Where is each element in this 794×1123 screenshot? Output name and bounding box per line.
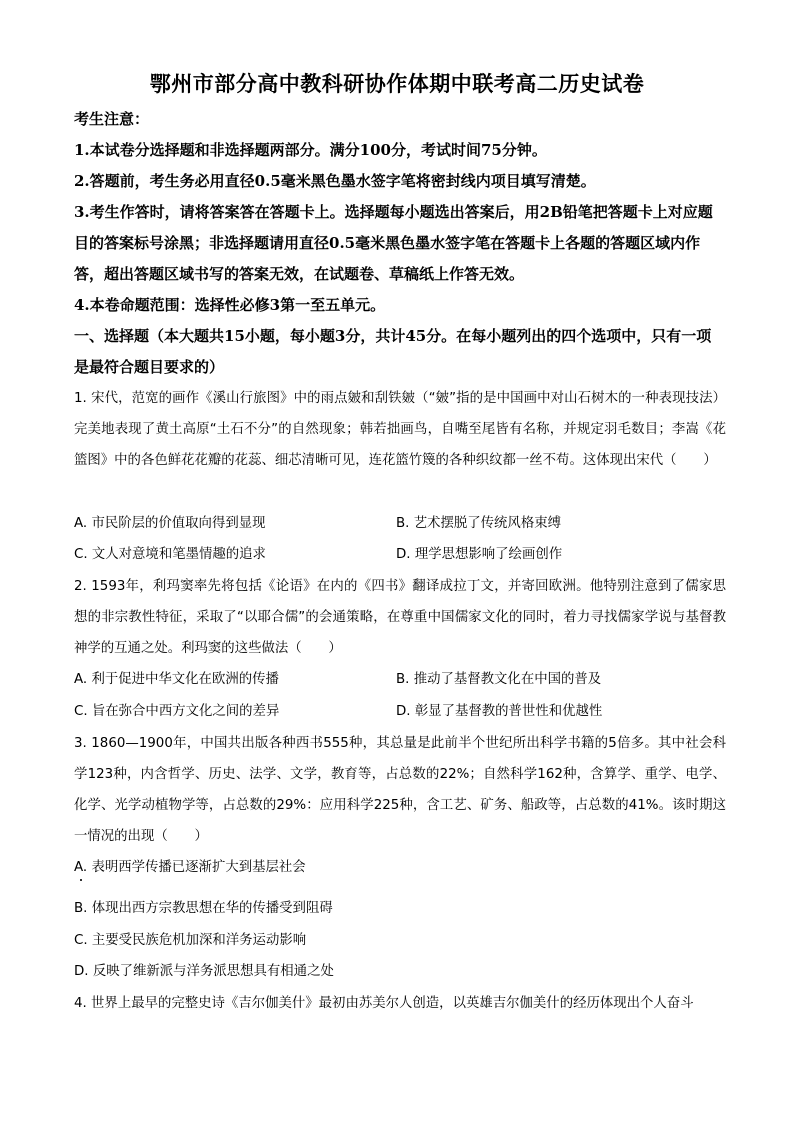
section-heading: 一、选择题（本大题共15小题，每小题3分，共计45分。在每小题列出的四个选项中，只有一项是最符合题目要求的）: [74, 327, 712, 376]
question-1-option-d: D. 理学思想影响了绘画创作: [396, 547, 563, 562]
notice-item-3: 3.考生作答时，请将答案答在答题卡上。选择题每小题选出答案后，用2B铅笔把答题卡上对应题目的答案标号涂黑；非选择题请用直径0.5毫米黑色墨水签字笔在答题卡上各题的答题区域内作答，超出答题区域书写的答案无效，在试题卷、草稿纸上作答无效。: [74, 203, 713, 283]
notice-item-2: 2.答题前，考生务必用直径0.5毫米黑色墨水签字笔将密封线内项目填写清楚。: [74, 172, 596, 190]
question-3-option-b: B. 体现出西方宗教思想在华的传播受到阻碍: [74, 901, 333, 916]
question-2-option-d: D. 彰显了基督教的普世性和优越性: [396, 704, 603, 719]
question-3-option-d: D. 反映了维新派与洋务派思想具有相通之处: [74, 964, 334, 979]
question-3-stem: 3. 1860—1900年，中国共出版各种西书555种，其总量是此前半个世纪所出科学书籍的5倍多。其中社会科学123种，内含哲学、历史、法学、文学，教育等，占总数的22%；自然科学162种，含算学、重学、电学、化学、光学动植物学等，占总数的29%：应用科学225种，含工艺、矿务、船政等，占总数的41%。该时期这一情况的出现（ ）: [74, 736, 726, 844]
notice-item-1: 1.本试卷分选择题和非选择题两部分。满分100分，考试时间75分钟。: [74, 141, 547, 159]
stray-dot-mark: [80, 879, 82, 881]
question-1-option-b: B. 艺术摆脱了传统风格束缚: [396, 516, 561, 531]
notice-item-4: 4.本卷命题范围：选择性必修3第一至五单元。: [74, 296, 386, 314]
question-2-option-b: B. 推动了基督教文化在中国的普及: [396, 672, 602, 687]
question-1-option-a: A. 市民阶层的价值取向得到显现: [74, 516, 266, 531]
question-1-option-c: C. 文人对意境和笔墨情趣的追求: [74, 547, 266, 562]
question-1-stem: 1. 宋代，范宽的画作《溪山行旅图》中的雨点皴和刮铁皴（“皴”指的是中国画中对山石树木的一种表现技法）完美地表现了黄土高原“土石不分”的自然现象；韩若拙画鸟，自嘴至尾皆有名称，并规定羽毛数目；李嵩《花篮图》中的各色鲜花花瓣的花蕊、细芯清晰可见，连花篮竹篾的各种织纹都一丝不苟。这体现出宋代（ ）: [74, 391, 726, 468]
question-2-stem: 2. 1593年，利玛窦率先将包括《论语》在内的《四书》翻译成拉丁文，并寄回欧洲。他特别注意到了儒家思想的非宗教性特征，采取了“以耶合儒”的会通策略，在尊重中国儒家文化的同时，着力寻找儒家学说与基督教神学的互通之处。利玛窦的这些做法（ ）: [74, 579, 726, 656]
question-2-option-c: C. 旨在弥合中西方文化之间的差异: [74, 704, 280, 719]
question-3-option-a: A. 表明西学传播已逐渐扩大到基层社会: [74, 860, 306, 875]
question-4-stem: 4. 世界上最早的完整史诗《吉尔伽美什》最初由苏美尔人创造，以英雄吉尔伽美什的经历体现出个人奋斗: [74, 996, 694, 1011]
exam-title: 鄂州市部分高中教科研协作体期中联考高二历史试卷: [149, 71, 645, 96]
question-3-option-c: C. 主要受民族危机加深和洋务运动影响: [74, 933, 307, 948]
notice-heading: 考生注意：: [74, 110, 150, 128]
question-2-option-a: A. 利于促进中华文化在欧洲的传播: [74, 672, 279, 687]
